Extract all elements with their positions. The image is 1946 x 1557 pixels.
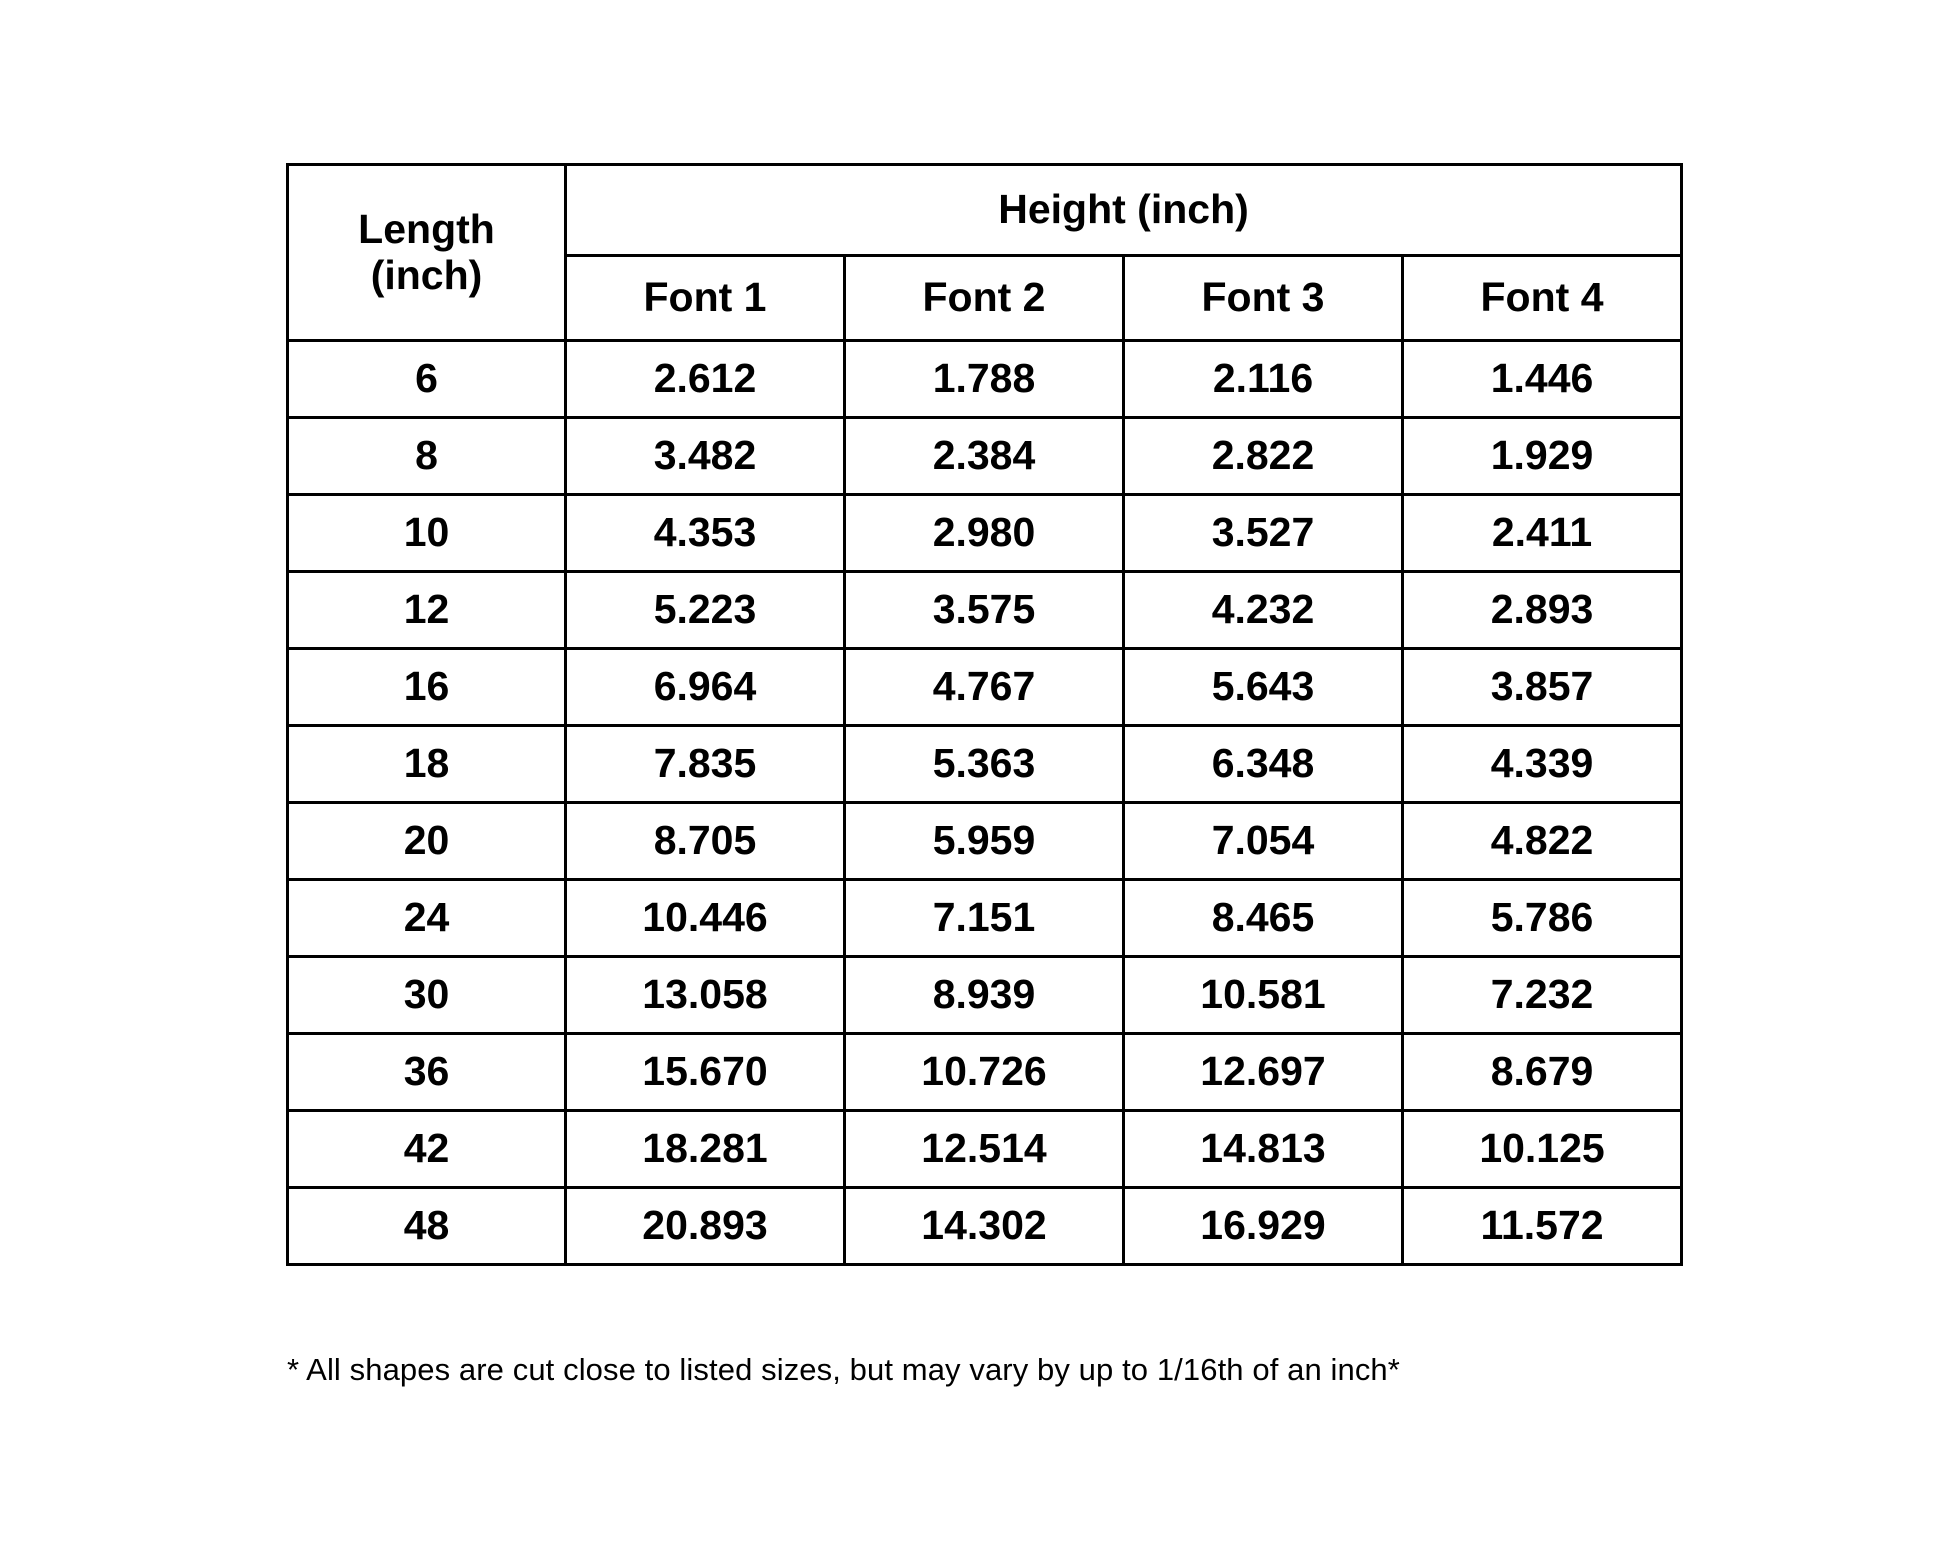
cell-font-4: 10.125: [1403, 1111, 1682, 1188]
table-row: [288, 649, 1682, 726]
cell-font-4: 1.446: [1403, 341, 1682, 418]
cell-length: 8: [288, 418, 566, 495]
cell-font-3: 6.348: [1124, 726, 1403, 803]
cell-length: 6: [288, 341, 566, 418]
cell-length: 42: [288, 1111, 566, 1188]
cell-font-3: 14.813: [1124, 1111, 1403, 1188]
cell-font-4: 7.232: [1403, 957, 1682, 1034]
cell-font-3: 16.929: [1124, 1188, 1403, 1265]
table-row: [288, 803, 1682, 880]
cell-font-1: 13.058: [566, 957, 845, 1034]
table-row: [288, 1111, 1682, 1188]
table-row: [288, 957, 1682, 1034]
cell-font-4: 2.893: [1403, 572, 1682, 649]
cell-font-2: 10.726: [845, 1034, 1124, 1111]
cell-font-2: 8.939: [845, 957, 1124, 1034]
table-row: [288, 1188, 1682, 1265]
column-header-font-4: Font 4: [1403, 256, 1682, 341]
column-header-font-2: Font 2: [845, 256, 1124, 341]
cell-font-3: 8.465: [1124, 880, 1403, 957]
cell-font-1: 6.964: [566, 649, 845, 726]
cell-font-1: 18.281: [566, 1111, 845, 1188]
table-row: [288, 726, 1682, 803]
table-row: [288, 495, 1682, 572]
size-chart-table-container: [286, 163, 1680, 1266]
cell-font-1: 15.670: [566, 1034, 845, 1111]
cell-font-4: 2.411: [1403, 495, 1682, 572]
cell-length: 48: [288, 1188, 566, 1265]
cell-font-4: 3.857: [1403, 649, 1682, 726]
cell-length: 12: [288, 572, 566, 649]
footnote-text: * All shapes are cut close to listed sizes, but may vary by up to 1/16th of an inch*: [287, 1352, 1400, 1387]
cell-font-1: 7.835: [566, 726, 845, 803]
cell-font-1: 10.446: [566, 880, 845, 957]
cell-font-2: 14.302: [845, 1188, 1124, 1265]
cell-length: 18: [288, 726, 566, 803]
cell-font-2: 5.959: [845, 803, 1124, 880]
cell-font-2: 7.151: [845, 880, 1124, 957]
cell-font-1: 3.482: [566, 418, 845, 495]
column-header-length-line1: Length: [358, 205, 495, 252]
cell-length: 36: [288, 1034, 566, 1111]
column-group-header-height: Height (inch): [566, 165, 1682, 256]
cell-font-3: 10.581: [1124, 957, 1403, 1034]
cell-font-4: 1.929: [1403, 418, 1682, 495]
table-row: [288, 572, 1682, 649]
table-header-row-group: [288, 165, 1682, 256]
cell-font-1: 4.353: [566, 495, 845, 572]
cell-font-2: 2.980: [845, 495, 1124, 572]
size-chart-table: [286, 163, 1683, 1266]
column-header-length-line2: (inch): [370, 251, 483, 298]
table-header: [288, 165, 1682, 341]
cell-length: 30: [288, 957, 566, 1034]
table-row: [288, 341, 1682, 418]
cell-font-4: 4.339: [1403, 726, 1682, 803]
cell-font-3: 3.527: [1124, 495, 1403, 572]
cell-length: 10: [288, 495, 566, 572]
cell-font-4: 8.679: [1403, 1034, 1682, 1111]
cell-length: 16: [288, 649, 566, 726]
cell-font-2: 4.767: [845, 649, 1124, 726]
table-row: [288, 880, 1682, 957]
cell-length: 20: [288, 803, 566, 880]
cell-font-3: 12.697: [1124, 1034, 1403, 1111]
column-header-length: [288, 165, 566, 341]
cell-font-3: 4.232: [1124, 572, 1403, 649]
cell-font-2: 1.788: [845, 341, 1124, 418]
cell-font-3: 5.643: [1124, 649, 1403, 726]
cell-font-4: 5.786: [1403, 880, 1682, 957]
table-row: [288, 418, 1682, 495]
column-header-font-3: Font 3: [1124, 256, 1403, 341]
table-row: [288, 1034, 1682, 1111]
cell-font-2: 2.384: [845, 418, 1124, 495]
cell-font-1: 5.223: [566, 572, 845, 649]
cell-font-2: 5.363: [845, 726, 1124, 803]
column-header-font-1: Font 1: [566, 256, 845, 341]
cell-font-3: 7.054: [1124, 803, 1403, 880]
cell-font-2: 3.575: [845, 572, 1124, 649]
cell-length: 24: [288, 880, 566, 957]
table-body: [288, 341, 1682, 1265]
cell-font-3: 2.822: [1124, 418, 1403, 495]
cell-font-2: 12.514: [845, 1111, 1124, 1188]
cell-font-4: 11.572: [1403, 1188, 1682, 1265]
cell-font-4: 4.822: [1403, 803, 1682, 880]
cell-font-3: 2.116: [1124, 341, 1403, 418]
cell-font-1: 20.893: [566, 1188, 845, 1265]
cell-font-1: 8.705: [566, 803, 845, 880]
cell-font-1: 2.612: [566, 341, 845, 418]
